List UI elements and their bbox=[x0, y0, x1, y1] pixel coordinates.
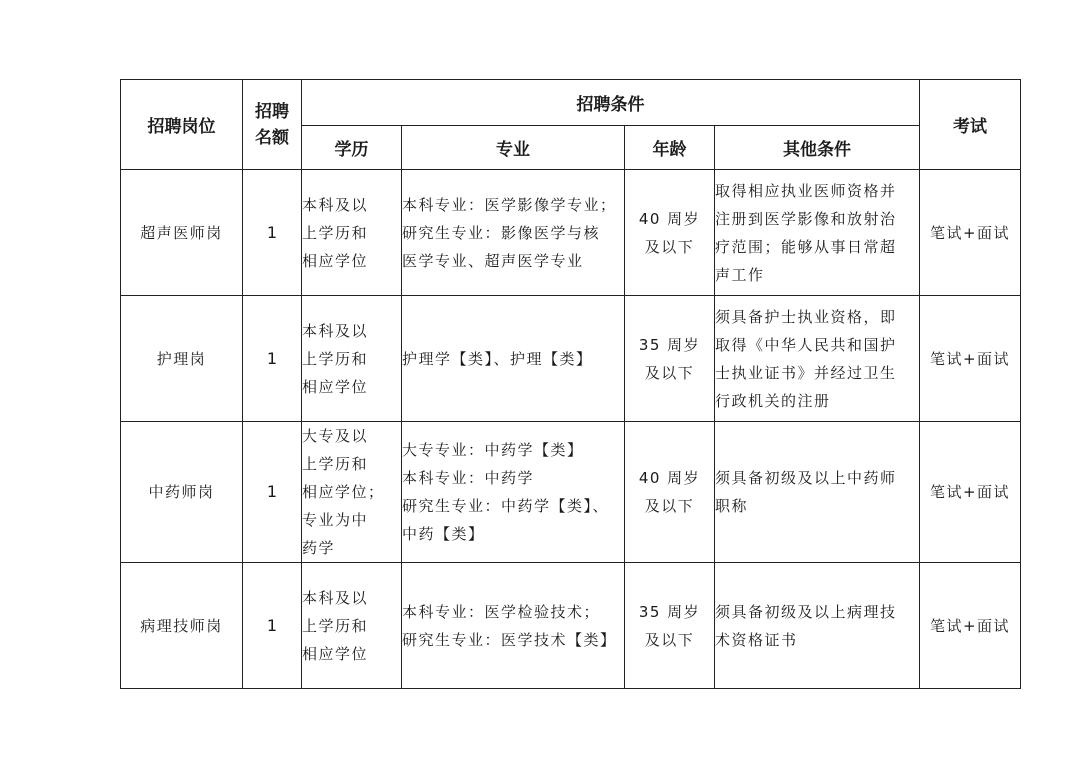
cell-education: 本科及以 上学历和 相应学位 bbox=[302, 563, 402, 689]
cell-other: 须具备护士执业资格，即 取得《中华人民共和国护 士执业证书》并经过卫生 行政机关的注册 bbox=[715, 296, 920, 422]
header-age: 年龄 bbox=[625, 126, 715, 170]
cell-age: 40 周岁 及以下 bbox=[625, 422, 715, 563]
cell-other: 须具备初级及以上病理技 术资格证书 bbox=[715, 563, 920, 689]
cell-other: 取得相应执业医师资格并 注册到医学影像和放射治 疗范围；能够从事日常超 声工作 bbox=[715, 170, 920, 296]
cell-education: 本科及以 上学历和 相应学位 bbox=[302, 296, 402, 422]
header-row-1 bbox=[121, 80, 1021, 126]
cell-position: 护理岗 bbox=[121, 296, 243, 422]
cell-exam: 笔试+面试 bbox=[920, 170, 1021, 296]
cell-age: 35 周岁 及以下 bbox=[625, 296, 715, 422]
header-position: 招聘岗位 bbox=[121, 80, 243, 170]
table-row bbox=[121, 170, 1021, 296]
cell-position: 中药师岗 bbox=[121, 422, 243, 563]
header-other: 其他条件 bbox=[715, 126, 920, 170]
cell-major: 本科专业：医学影像学专业； 研究生专业：影像医学与核 医学专业、超声医学专业 bbox=[402, 170, 625, 296]
cell-age: 35 周岁 及以下 bbox=[625, 563, 715, 689]
cell-quota: 1 bbox=[243, 296, 302, 422]
header-major: 专业 bbox=[402, 126, 625, 170]
table-row bbox=[121, 422, 1021, 563]
cell-education: 大专及以 上学历和 相应学位； 专业为中 药学 bbox=[302, 422, 402, 563]
recruitment-table bbox=[120, 79, 1021, 689]
table-row bbox=[121, 563, 1021, 689]
cell-position: 病理技师岗 bbox=[121, 563, 243, 689]
cell-quota: 1 bbox=[243, 422, 302, 563]
cell-major: 本科专业：医学检验技术； 研究生专业：医学技术【类】 bbox=[402, 563, 625, 689]
cell-age: 40 周岁 及以下 bbox=[625, 170, 715, 296]
cell-major: 大专专业：中药学【类】 本科专业：中药学 研究生专业：中药学【类】、 中药【类】 bbox=[402, 422, 625, 563]
cell-education: 本科及以 上学历和 相应学位 bbox=[302, 170, 402, 296]
header-exam: 考试 bbox=[920, 80, 1021, 170]
cell-major: 护理学【类】、护理【类】 bbox=[402, 296, 625, 422]
table-row bbox=[121, 296, 1021, 422]
cell-quota: 1 bbox=[243, 563, 302, 689]
cell-exam: 笔试+面试 bbox=[920, 563, 1021, 689]
header-education: 学历 bbox=[302, 126, 402, 170]
cell-other: 须具备初级及以上中药师 职称 bbox=[715, 422, 920, 563]
cell-quota: 1 bbox=[243, 170, 302, 296]
header-conditions: 招聘条件 bbox=[302, 80, 920, 126]
cell-exam: 笔试+面试 bbox=[920, 422, 1021, 563]
cell-position: 超声医师岗 bbox=[121, 170, 243, 296]
header-quota: 招聘 名额 bbox=[243, 80, 302, 170]
cell-exam: 笔试+面试 bbox=[920, 296, 1021, 422]
